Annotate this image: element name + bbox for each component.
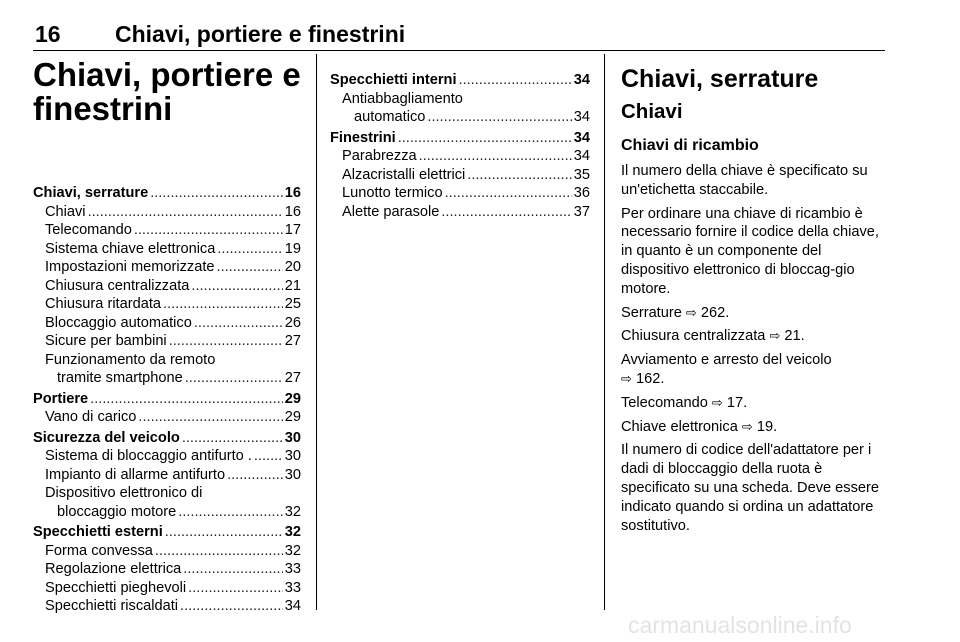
toc-page-number: 32 [284, 524, 301, 540]
toc-page-number: 34 [573, 72, 590, 88]
toc-page-number: 30 [284, 466, 301, 483]
toc-main-entry[interactable] [33, 429, 301, 448]
toc-page-number: 16 [284, 185, 301, 201]
toc-leader-dots [217, 240, 282, 259]
arrow-icon: ⇨ [741, 418, 753, 434]
reference-page: 19. [756, 418, 778, 435]
toc-main-entry[interactable] [33, 523, 301, 542]
toc-leader-dots [165, 523, 283, 542]
toc-leader-dots [467, 166, 572, 185]
section-title: Chiavi, serrature [621, 65, 819, 93]
toc-leader-dots [180, 597, 283, 616]
toc-sub-entry[interactable] [33, 503, 301, 522]
toc-section [330, 129, 590, 222]
column-divider [604, 54, 605, 610]
toc-page-number: 16 [284, 203, 301, 220]
toc-page-number: 34 [573, 148, 590, 164]
toc-sub-entry[interactable] [33, 240, 301, 259]
toc-sub-entry[interactable] [33, 579, 301, 598]
subsection-title: Chiavi [621, 100, 683, 123]
toc-sub-entry[interactable] [33, 369, 301, 388]
toc-entry-label: Sistema di bloccaggio antifurto . [45, 448, 252, 464]
toc-section [33, 184, 301, 388]
toc-main-entry[interactable] [33, 184, 301, 203]
toc-entry-label: Bloccaggio automatico [45, 314, 192, 331]
toc-sub-entry[interactable] [33, 277, 301, 296]
toc-entry-label: Specchietti pieghevoli [45, 579, 187, 596]
toc-sub-entry[interactable] [33, 332, 301, 351]
toc-leader-dots [188, 579, 283, 598]
paragraph: Per ordinare una chiave di ricambio è necessario fornire il codice della chiave, in quanto è un componente del dispositivo elettronico di bloccag-gio motore. [621, 205, 879, 297]
toc-page-number: 33 [284, 561, 301, 577]
toc-leader-dots [182, 429, 283, 448]
toc-page-number: 19 [284, 240, 301, 257]
toc-page-number: 34 [284, 598, 301, 614]
watermark: carmanualsonline.info [628, 612, 852, 638]
toc-entry-label: Finestrini [330, 129, 396, 146]
toc-entry-label: Telecomando [45, 222, 132, 238]
toc-leader-dots [194, 314, 283, 333]
toc-leader-dots [191, 277, 282, 296]
chapter-title-line: finestrini [33, 90, 173, 127]
toc-leader-dots [459, 71, 572, 90]
reference-text: Telecomando [621, 394, 708, 411]
toc-section [33, 390, 301, 427]
toc-sub-entry[interactable] [330, 108, 590, 127]
toc-leader-dots [427, 108, 571, 127]
toc-entry-label: Sicure per bambini [45, 333, 167, 349]
toc-entry-label: Regolazione elettrica [45, 561, 182, 577]
table-of-contents [330, 71, 590, 221]
toc-leader-dots [398, 129, 572, 148]
toc-leader-dots [445, 184, 572, 203]
toc-entry-label: Vano di carico [45, 409, 137, 425]
toc-page-number: 27 [284, 333, 301, 349]
toc-sub-entry[interactable] [33, 560, 301, 579]
toc-entry-label: tramite smartphone [57, 370, 183, 386]
toc-leader-dots [185, 369, 283, 388]
toc-page-number: 34 [573, 129, 590, 146]
page-header [33, 20, 885, 51]
reference-page: 21. [784, 328, 805, 345]
toc-entry-label: Antiabbagliamento [342, 90, 463, 107]
toc-page-number: 29 [284, 409, 301, 425]
toc-page-number: 37 [573, 203, 590, 220]
toc-leader-dots [134, 221, 283, 240]
toc-page-number: 34 [573, 109, 590, 125]
toc-sub-entry[interactable] [33, 258, 301, 277]
toc-entry-label: Chiusura centralizzata [45, 277, 190, 294]
reference-text: Avviamento e arresto del veicolo [621, 352, 832, 369]
toc-sub-entry[interactable] [33, 447, 301, 466]
toc-sub-entry[interactable] [330, 184, 590, 203]
toc-section [33, 429, 301, 522]
toc-main-entry[interactable] [33, 390, 301, 409]
toc-sub-entry[interactable] [33, 203, 301, 222]
toc-entry-label: Forma convessa [45, 542, 153, 559]
running-title: Chiavi, portiere e finestrini [115, 21, 406, 47]
subsubsection-title: Chiavi di ricambio [621, 137, 759, 154]
toc-entry-label: Specchietti interni [330, 72, 457, 88]
toc-entry-label: Impianto di allarme antifurto [45, 466, 226, 483]
toc-leader-dots [150, 184, 283, 203]
page-number: 16 [35, 21, 61, 47]
toc-leader-dots [138, 408, 282, 427]
toc-leader-dots [169, 332, 283, 351]
toc-leader-dots [183, 560, 282, 579]
toc-section [33, 523, 301, 616]
toc-sub-entry[interactable] [33, 542, 301, 561]
arrow-icon: ⇨ [711, 394, 723, 410]
toc-entry-label: Funzionamento da remoto [45, 351, 216, 368]
toc-leader-dots [419, 147, 572, 166]
toc-sub-entry[interactable] [33, 466, 301, 485]
toc-leader-dots [90, 390, 283, 409]
arrow-icon: ⇨ [769, 328, 781, 344]
table-of-contents [33, 184, 301, 616]
toc-leader-dots [163, 295, 283, 314]
column-divider [316, 54, 317, 610]
toc-main-entry[interactable] [330, 71, 590, 90]
toc-entry-label: Parabrezza [342, 148, 417, 164]
paragraph: Il numero di codice dell'adattatore per i dadi di bloccaggio della ruota è specificato su una scheda. Deve essere indicato quando si ordina un adattatore sostitutivo. [621, 442, 879, 534]
toc-entry-label: automatico [354, 109, 426, 125]
toc-page-number: 30 [284, 429, 301, 446]
reference-text: Chiusura centralizzata [621, 328, 766, 345]
toc-page-number: 32 [284, 542, 301, 559]
toc-entry-label: bloccaggio motore [57, 503, 177, 520]
toc-page-number: 17 [284, 222, 301, 238]
toc-leader-dots [155, 542, 283, 561]
toc-leader-dots [217, 258, 283, 277]
toc-page-number: 27 [284, 370, 301, 386]
reference-page: 162. [635, 370, 665, 387]
toc-entry-label: Impostazioni memorizzate [45, 259, 215, 275]
toc-section [330, 71, 590, 127]
toc-column-left [33, 58, 301, 618]
toc-page-number: 20 [284, 259, 301, 275]
toc-entry-label: Specchietti esterni [33, 524, 163, 540]
toc-entry-label: Sicurezza del veicolo [33, 429, 180, 446]
toc-entry-label: Lunotto termico [342, 185, 443, 201]
toc-sub-entry[interactable] [33, 221, 301, 240]
toc-leader-dots [254, 447, 283, 466]
cross-reference[interactable] [621, 418, 889, 437]
cross-reference[interactable] [621, 394, 889, 413]
arrow-icon: ⇨ [621, 370, 632, 386]
toc-entry-label: Dispositivo elettronico di [45, 485, 203, 501]
toc-entry-label: Alette parasole [342, 203, 440, 220]
toc-page-number: 30 [284, 448, 301, 464]
arrow-icon: ⇨ [685, 304, 697, 320]
reference-page: 262. [700, 304, 730, 321]
toc-sub-entry[interactable] [330, 147, 590, 166]
toc-sub-entry[interactable] [33, 314, 301, 333]
toc-page-number: 25 [284, 296, 301, 312]
reference-text: Serrature [621, 304, 682, 321]
toc-leader-dots [88, 203, 283, 222]
toc-main-entry[interactable] [330, 129, 590, 148]
toc-leader-dots [227, 466, 283, 485]
reference-text: Chiave elettronica [621, 418, 738, 435]
toc-entry-label: Specchietti riscaldati [45, 598, 179, 614]
content-column [621, 63, 889, 540]
toc-entry-label: Sistema chiave elettronica [45, 240, 216, 257]
toc-entry-label: Portiere [33, 390, 89, 407]
toc-entry-label: Alzacristalli elettrici [342, 166, 466, 183]
toc-sub-entry[interactable] [33, 597, 301, 616]
toc-page-number: 26 [284, 314, 301, 331]
toc-page-number: 21 [284, 277, 301, 294]
toc-leader-dots [178, 503, 283, 522]
toc-sub-entry[interactable] [330, 203, 590, 222]
cross-reference[interactable] [621, 327, 889, 346]
cross-reference[interactable] [621, 351, 889, 389]
toc-sub-entry[interactable] [330, 166, 590, 185]
toc-page-number: 33 [284, 579, 301, 596]
toc-entry-label: Chiavi, serrature [33, 185, 149, 201]
cross-reference[interactable] [621, 304, 889, 323]
toc-page-number: 29 [284, 390, 301, 407]
reference-page: 17. [726, 394, 748, 411]
paragraph: Il numero della chiave è specificato su un'etichetta staccabile. [621, 163, 868, 198]
toc-column-middle [330, 71, 590, 223]
toc-page-number: 35 [573, 166, 590, 183]
toc-page-number: 36 [573, 185, 590, 201]
chapter-title-line: Chiavi, portiere e [33, 56, 301, 93]
toc-leader-dots [441, 203, 571, 222]
toc-sub-entry[interactable] [33, 295, 301, 314]
chapter-title [33, 58, 301, 126]
toc-page-number: 32 [284, 503, 301, 520]
toc-entry-label: Chiusura ritardata [45, 296, 161, 312]
toc-entry-label: Chiavi [45, 203, 86, 220]
toc-sub-entry[interactable] [33, 408, 301, 427]
